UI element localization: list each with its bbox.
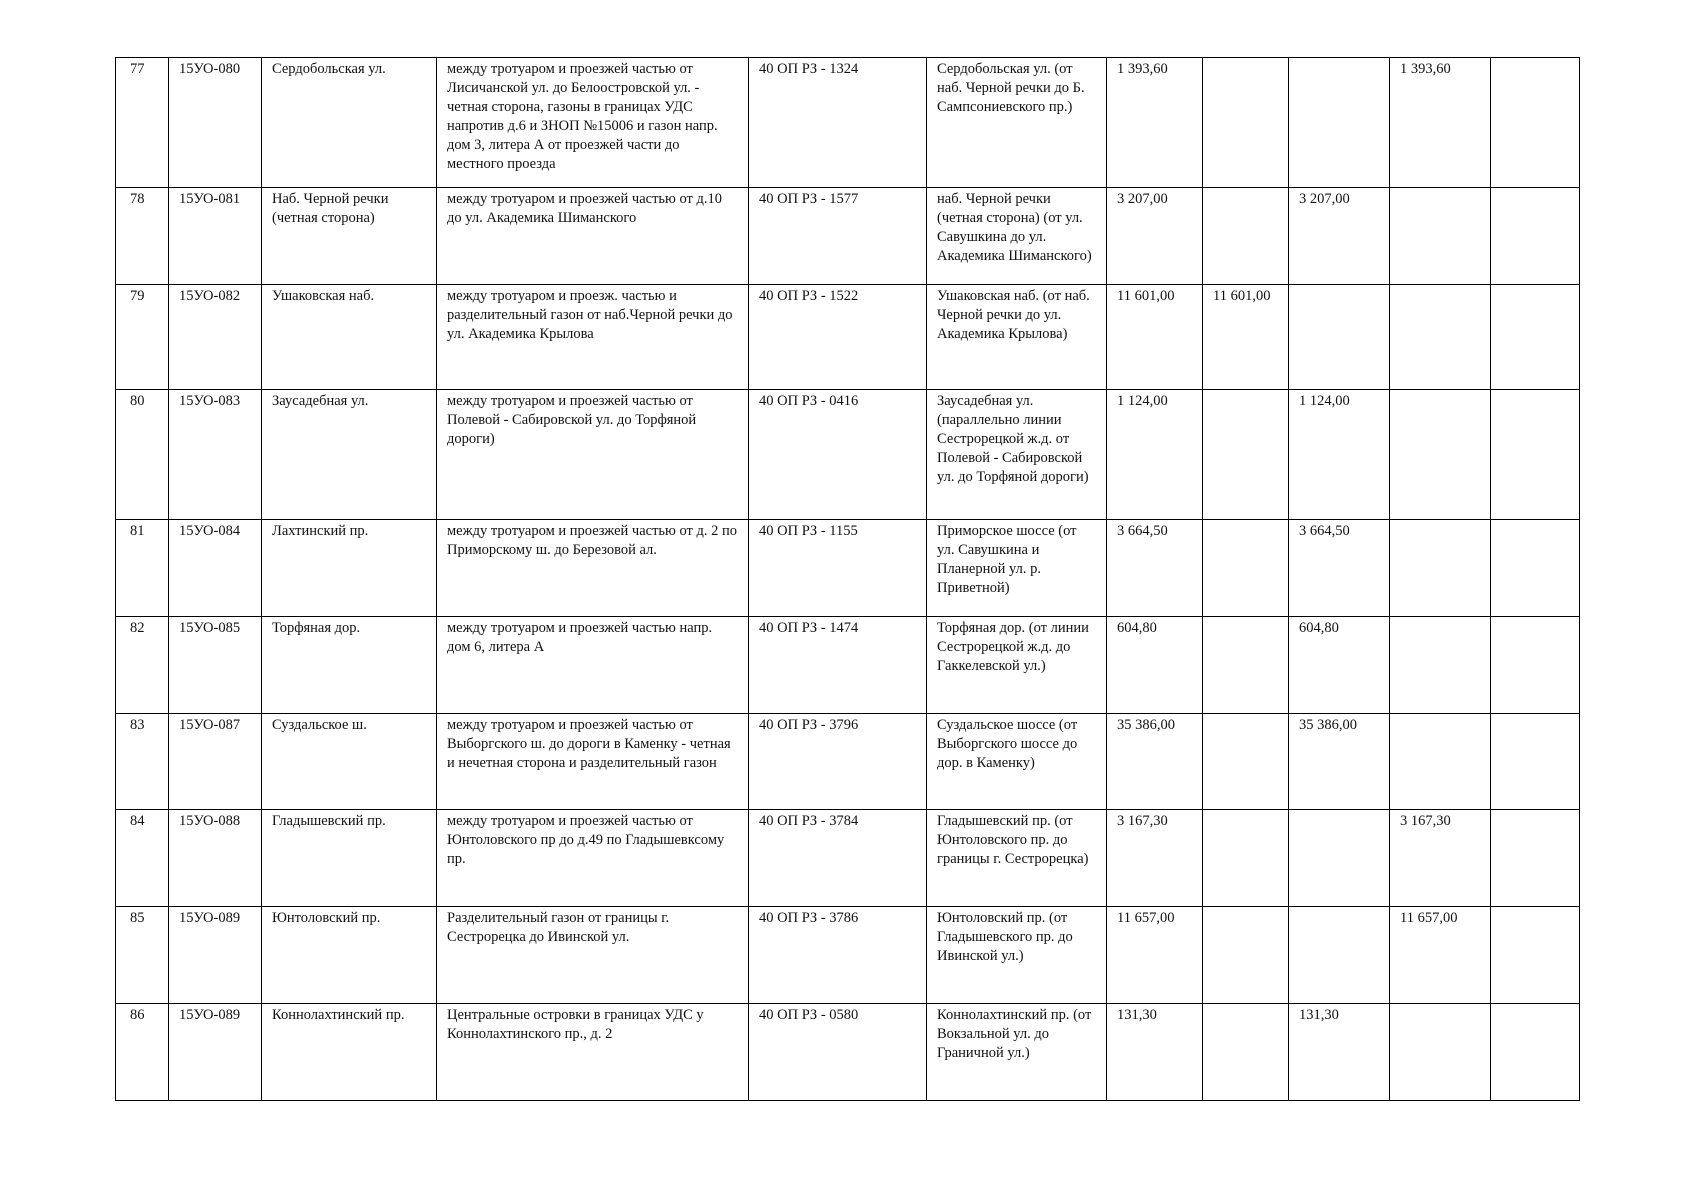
road-name: Юнтоловский пр. (от Гладышевского пр. до Ивинской ул.) (927, 907, 1107, 1004)
value-col-2: 3 664,50 (1289, 520, 1390, 617)
road-name: Ушаковская наб. (от наб. Черной речки до ул. Академика Крылова) (927, 285, 1107, 390)
street-name: Наб. Черной речки (четная сторона) (262, 188, 437, 285)
value-col-1 (1203, 617, 1289, 714)
value-col-2: 3 207,00 (1289, 188, 1390, 285)
total-area: 1 393,60 (1107, 58, 1203, 188)
road-id: 40 ОП РЗ - 1155 (749, 520, 927, 617)
location-description: между тротуаром и проезжей частью от д. 2 по Приморскому ш. до Березовой ал. (437, 520, 749, 617)
road-id: 40 ОП РЗ - 1522 (749, 285, 927, 390)
row-number: 79 (116, 285, 169, 390)
value-col-2 (1289, 810, 1390, 907)
road-name: Суздальское шоссе (от Выборгского шоссе до дор. в Каменку) (927, 714, 1107, 810)
value-col-3 (1390, 390, 1491, 520)
table-row (116, 188, 1580, 285)
value-col-1 (1203, 58, 1289, 188)
value-col-4 (1491, 810, 1580, 907)
total-area: 11 601,00 (1107, 285, 1203, 390)
row-number: 86 (116, 1004, 169, 1101)
table-row (116, 390, 1580, 520)
value-col-4 (1491, 714, 1580, 810)
object-code: 15УО-089 (169, 907, 262, 1004)
road-name: Гладышевский пр. (от Юнтоловского пр. до границы г. Сестрорецка) (927, 810, 1107, 907)
total-area: 1 124,00 (1107, 390, 1203, 520)
table-row (116, 1004, 1580, 1101)
value-col-3: 3 167,30 (1390, 810, 1491, 907)
value-col-3: 1 393,60 (1390, 58, 1491, 188)
road-id: 40 ОП РЗ - 1324 (749, 58, 927, 188)
value-col-3 (1390, 617, 1491, 714)
location-description: между тротуаром и проезжей частью от Юнтоловского пр до д.49 по Гладышевксому пр. (437, 810, 749, 907)
street-name: Торфяная дор. (262, 617, 437, 714)
road-name: Заусадебная ул. (параллельно линии Сестрорецкой ж.д. от Полевой - Сабировской ул. до Торфяной дороги) (927, 390, 1107, 520)
value-col-1: 11 601,00 (1203, 285, 1289, 390)
total-area: 604,80 (1107, 617, 1203, 714)
road-name: Приморское шоссе (от ул. Савушкина и Планерной ул. р. Приветной) (927, 520, 1107, 617)
value-col-4 (1491, 907, 1580, 1004)
total-area: 35 386,00 (1107, 714, 1203, 810)
value-col-3 (1390, 714, 1491, 810)
value-col-4 (1491, 58, 1580, 188)
value-col-1 (1203, 1004, 1289, 1101)
road-id: 40 ОП РЗ - 3786 (749, 907, 927, 1004)
value-col-1 (1203, 520, 1289, 617)
road-id: 40 ОП РЗ - 1577 (749, 188, 927, 285)
value-col-1 (1203, 810, 1289, 907)
value-col-4 (1491, 1004, 1580, 1101)
object-code: 15УО-088 (169, 810, 262, 907)
row-number: 85 (116, 907, 169, 1004)
location-description: Разделительный газон от границы г. Сестрорецка до Ивинской ул. (437, 907, 749, 1004)
value-col-1 (1203, 907, 1289, 1004)
location-description: между тротуаром и проезжей частью от Выборгского ш. до дороги в Каменку - четная и нечетная сторона и разделительный газон (437, 714, 749, 810)
object-code: 15УО-081 (169, 188, 262, 285)
table-row (116, 810, 1580, 907)
value-col-3 (1390, 188, 1491, 285)
total-area: 3 167,30 (1107, 810, 1203, 907)
road-name: Сердобольская ул. (от наб. Черной речки до Б. Сампсониевского пр.) (927, 58, 1107, 188)
location-description: между тротуаром и проезжей частью напр. дом 6, литера А (437, 617, 749, 714)
road-id: 40 ОП РЗ - 0580 (749, 1004, 927, 1101)
value-col-2 (1289, 907, 1390, 1004)
value-col-4 (1491, 520, 1580, 617)
data-table (115, 57, 1580, 1101)
value-col-3: 11 657,00 (1390, 907, 1491, 1004)
location-description: Центральные островки в границах УДС у Коннолахтинского пр., д. 2 (437, 1004, 749, 1101)
value-col-3 (1390, 285, 1491, 390)
location-description: между тротуаром и проезжей частью от д.10 до ул. Академика Шиманского (437, 188, 749, 285)
value-col-1 (1203, 714, 1289, 810)
value-col-2 (1289, 285, 1390, 390)
value-col-3 (1390, 520, 1491, 617)
row-number: 83 (116, 714, 169, 810)
value-col-4 (1491, 285, 1580, 390)
value-col-1 (1203, 188, 1289, 285)
table-row (116, 714, 1580, 810)
object-code: 15УО-084 (169, 520, 262, 617)
value-col-4 (1491, 188, 1580, 285)
object-code: 15УО-083 (169, 390, 262, 520)
street-name: Суздальское ш. (262, 714, 437, 810)
table-row (116, 520, 1580, 617)
street-name: Юнтоловский пр. (262, 907, 437, 1004)
value-col-2: 604,80 (1289, 617, 1390, 714)
location-description: между тротуаром и проезжей частью от Лисичанской ул. до Белоостровской ул. - четная сторона, газоны в границах УДС напротив д.6 и ЗНОП №15006 и газон напр. дом 3, литера А от проезжей части до местного проезда (437, 58, 749, 188)
value-col-3 (1390, 1004, 1491, 1101)
value-col-1 (1203, 390, 1289, 520)
value-col-2: 35 386,00 (1289, 714, 1390, 810)
row-number: 82 (116, 617, 169, 714)
total-area: 3 664,50 (1107, 520, 1203, 617)
object-code: 15УО-089 (169, 1004, 262, 1101)
total-area: 3 207,00 (1107, 188, 1203, 285)
road-name: Коннолахтинский пр. (от Вокзальной ул. до Граничной ул.) (927, 1004, 1107, 1101)
value-col-2: 131,30 (1289, 1004, 1390, 1101)
object-code: 15УО-085 (169, 617, 262, 714)
street-name: Ушаковская наб. (262, 285, 437, 390)
value-col-2 (1289, 58, 1390, 188)
total-area: 131,30 (1107, 1004, 1203, 1101)
street-name: Коннолахтинский пр. (262, 1004, 437, 1101)
road-name: Торфяная дор. (от линии Сестрорецкой ж.д. до Гаккелевской ул.) (927, 617, 1107, 714)
row-number: 80 (116, 390, 169, 520)
value-col-2: 1 124,00 (1289, 390, 1390, 520)
value-col-4 (1491, 390, 1580, 520)
row-number: 77 (116, 58, 169, 188)
table-row (116, 285, 1580, 390)
row-number: 84 (116, 810, 169, 907)
road-id: 40 ОП РЗ - 0416 (749, 390, 927, 520)
street-name: Заусадебная ул. (262, 390, 437, 520)
street-name: Сердобольская ул. (262, 58, 437, 188)
street-name: Гладышевский пр. (262, 810, 437, 907)
table-row (116, 907, 1580, 1004)
road-id: 40 ОП РЗ - 3796 (749, 714, 927, 810)
location-description: между тротуаром и проезжей частью от Полевой - Сабировской ул. до Торфяной дороги) (437, 390, 749, 520)
object-code: 15УО-080 (169, 58, 262, 188)
street-name: Лахтинский пр. (262, 520, 437, 617)
row-number: 78 (116, 188, 169, 285)
object-code: 15УО-087 (169, 714, 262, 810)
location-description: между тротуаром и проезж. частью и разделительный газон от наб.Черной речки до ул. Академика Крылова (437, 285, 749, 390)
value-col-4 (1491, 617, 1580, 714)
row-number: 81 (116, 520, 169, 617)
table-row (116, 58, 1580, 188)
object-code: 15УО-082 (169, 285, 262, 390)
table-row (116, 617, 1580, 714)
road-id: 40 ОП РЗ - 3784 (749, 810, 927, 907)
total-area: 11 657,00 (1107, 907, 1203, 1004)
road-id: 40 ОП РЗ - 1474 (749, 617, 927, 714)
road-name: наб. Черной речки (четная сторона) (от ул. Савушкина до ул. Академика Шиманского) (927, 188, 1107, 285)
